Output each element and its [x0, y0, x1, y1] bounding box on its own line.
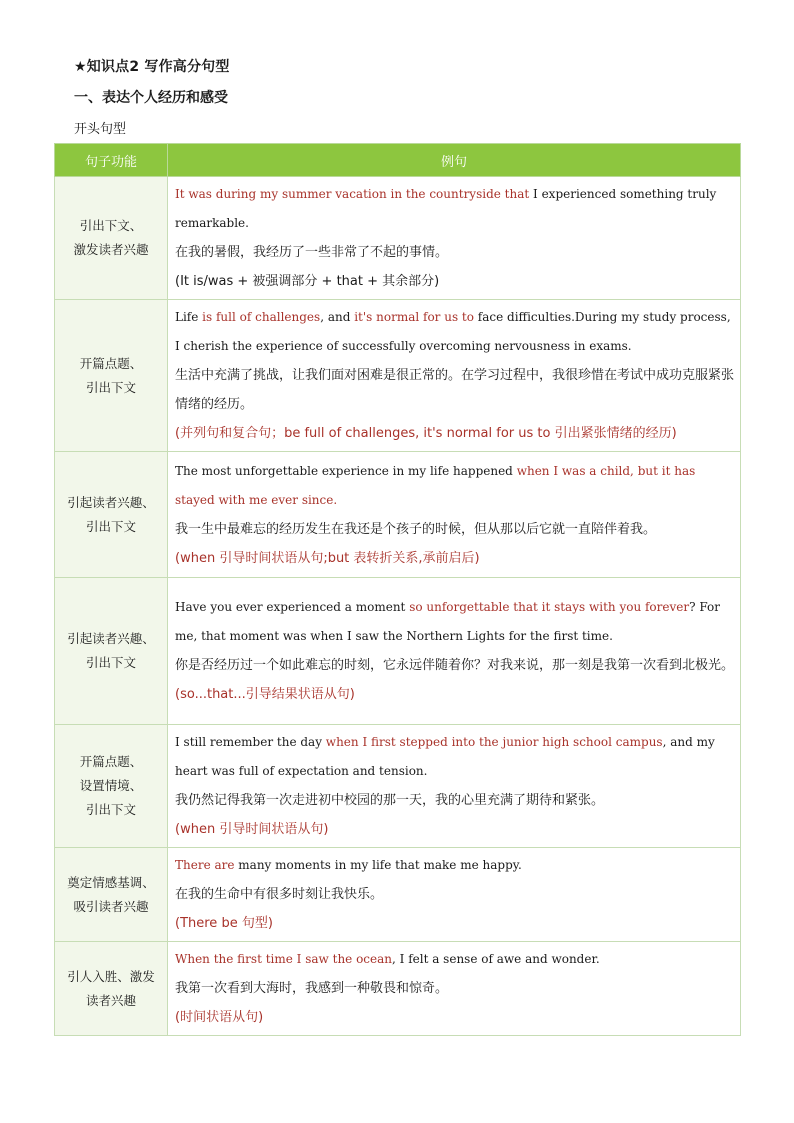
- example-chinese: 我一生中最难忘的经历发生在我还是个孩子的时候，但从那以后它就一直陪伴着我。: [175, 521, 657, 537]
- example-english: [175, 180, 734, 238]
- grammar-note: [175, 1003, 734, 1032]
- row-example: [168, 452, 741, 578]
- grammar-note-text: (when 引导时间状语从句;but 表转折关系,承前启后): [175, 550, 480, 566]
- highlighted-phrase: when I was a child, but it has stayed with me ever since.: [175, 463, 696, 507]
- row-function: [55, 942, 168, 1036]
- plain-phrase: , and my heart was full of expectation and tension.: [175, 735, 715, 778]
- function-line: 奠定情感基调、: [67, 874, 155, 890]
- example-english: [175, 851, 734, 880]
- function-line: 开篇点题、: [79, 754, 143, 769]
- plain-phrase: I experienced something truly remarkable.: [175, 187, 717, 230]
- function-line: 引出下文: [85, 802, 136, 817]
- example-chinese: 你是否经历过一个如此难忘的时刻，它永远伴随着你？对我来说，那一刻是我第一次看到北极光。: [175, 658, 735, 673]
- plain-phrase: I still remember the day: [175, 735, 326, 749]
- plain-phrase: many moments in my life that make me happy.: [234, 858, 522, 872]
- function-line: 引人入胜、激发: [67, 968, 155, 984]
- highlighted-phrase: when I first stepped into the junior high school campus: [325, 735, 663, 749]
- function-line: 引出下文、: [79, 218, 143, 233]
- function-line: 引出下文: [85, 518, 136, 534]
- row-example: [168, 942, 741, 1036]
- function-line: 激发读者兴趣: [73, 242, 149, 257]
- example-english: [175, 728, 734, 786]
- example-chinese: 我第一次看到大海时，我感到一种敬畏和惊奇。: [175, 981, 449, 996]
- function-line: 引起读者兴趣、: [67, 631, 155, 646]
- row-example: [168, 578, 741, 725]
- example-english: [175, 945, 734, 974]
- grammar-note: [175, 419, 734, 448]
- example-english: [175, 593, 734, 651]
- plain-phrase: Have you ever experienced a moment: [175, 600, 410, 614]
- example-english: [175, 457, 734, 515]
- row-function: [55, 452, 168, 578]
- highlighted-phrase: It was during my summer vacation in the countryside that: [175, 187, 530, 201]
- subsection-title: 开头句型: [74, 122, 127, 137]
- grammar-note-text: (时间状语从句): [175, 1010, 264, 1025]
- table-row: [55, 942, 741, 1036]
- header-function: 句子功能: [55, 144, 168, 177]
- function-line: 读者兴趣: [85, 992, 136, 1008]
- function-line: 开篇点题、: [79, 355, 143, 371]
- example-chinese: 我仍然记得我第一次走进初中校园的那一天，我的心里充满了期待和紧张。: [175, 793, 605, 808]
- function-line: 设置情境、: [79, 778, 143, 793]
- plain-phrase: The most unforgettable experience in my life happened: [175, 463, 517, 478]
- grammar-note-text: (并列句和复合句；be full of challenges, it's normal for us to 引出紧张情绪的经历): [175, 426, 677, 441]
- example-chinese: 生活中充满了挑战，让我们面对困难是很正常的。在学习过程中，我很珍惜在考试中成功克服紧张情绪的经历。: [175, 368, 735, 412]
- plain-phrase: ? For me, that moment was when I saw the Northern Lights for the first time.: [175, 600, 720, 643]
- table-row: [55, 452, 741, 578]
- grammar-note: [175, 815, 734, 844]
- row-example: [168, 177, 741, 300]
- row-example: [168, 848, 741, 942]
- grammar-note: [175, 544, 734, 573]
- grammar-note-text: (It is/was + 被强调部分 + that + 其余部分): [175, 274, 440, 289]
- row-function: [55, 578, 168, 725]
- header-example: 例句: [168, 144, 741, 177]
- plain-phrase: Life: [175, 310, 203, 324]
- row-function: [55, 177, 168, 300]
- table-row: [55, 725, 741, 848]
- table-header-row: [55, 144, 741, 177]
- example-english: [175, 303, 734, 361]
- plain-phrase: face difficulties.During my study process, I cherish the experience of successfully overcoming nervousness in exams.: [175, 310, 731, 353]
- grammar-note-text: (when 引导时间状语从句): [175, 822, 329, 837]
- row-example: [168, 725, 741, 848]
- table-row: [55, 578, 741, 725]
- grammar-note: [175, 909, 734, 938]
- example-chinese: 在我的暑假，我经历了一些非常了不起的事情。: [175, 245, 449, 260]
- highlighted-phrase: There are: [175, 858, 235, 872]
- example-chinese: 在我的生命中有很多时刻让我快乐。: [175, 887, 384, 902]
- table-row: [55, 848, 741, 942]
- highlighted-phrase: it's normal for us to: [354, 310, 474, 324]
- grammar-note: [175, 680, 734, 709]
- section-title: 一、表达个人经历和感受: [74, 90, 228, 106]
- highlighted-phrase: When the first time I saw the ocean: [175, 952, 393, 966]
- function-line: 引起读者兴趣、: [67, 494, 155, 510]
- grammar-note-text: (There be 句型): [175, 916, 273, 931]
- row-function: [55, 300, 168, 452]
- highlighted-phrase: so unforgettable that it stays with you forever: [409, 600, 690, 614]
- function-line: 引出下文: [85, 655, 136, 670]
- sentence-pattern-table: [54, 143, 741, 1036]
- row-example: [168, 300, 741, 452]
- function-line: 吸引读者兴趣: [73, 898, 149, 914]
- row-function: [55, 848, 168, 942]
- knowledge-point-title: ★知识点2 写作高分句型: [74, 59, 230, 75]
- table-row: [55, 300, 741, 452]
- grammar-note-text: (so...that...引导结果状语从句): [175, 687, 355, 702]
- row-function: [55, 725, 168, 848]
- highlighted-phrase: is full of challenges: [202, 310, 321, 324]
- grammar-note: [175, 267, 734, 296]
- function-line: 引出下文: [85, 379, 136, 395]
- plain-phrase: , and: [320, 310, 355, 324]
- table-row: [55, 177, 741, 300]
- plain-phrase: , I felt a sense of awe and wonder.: [392, 952, 600, 966]
